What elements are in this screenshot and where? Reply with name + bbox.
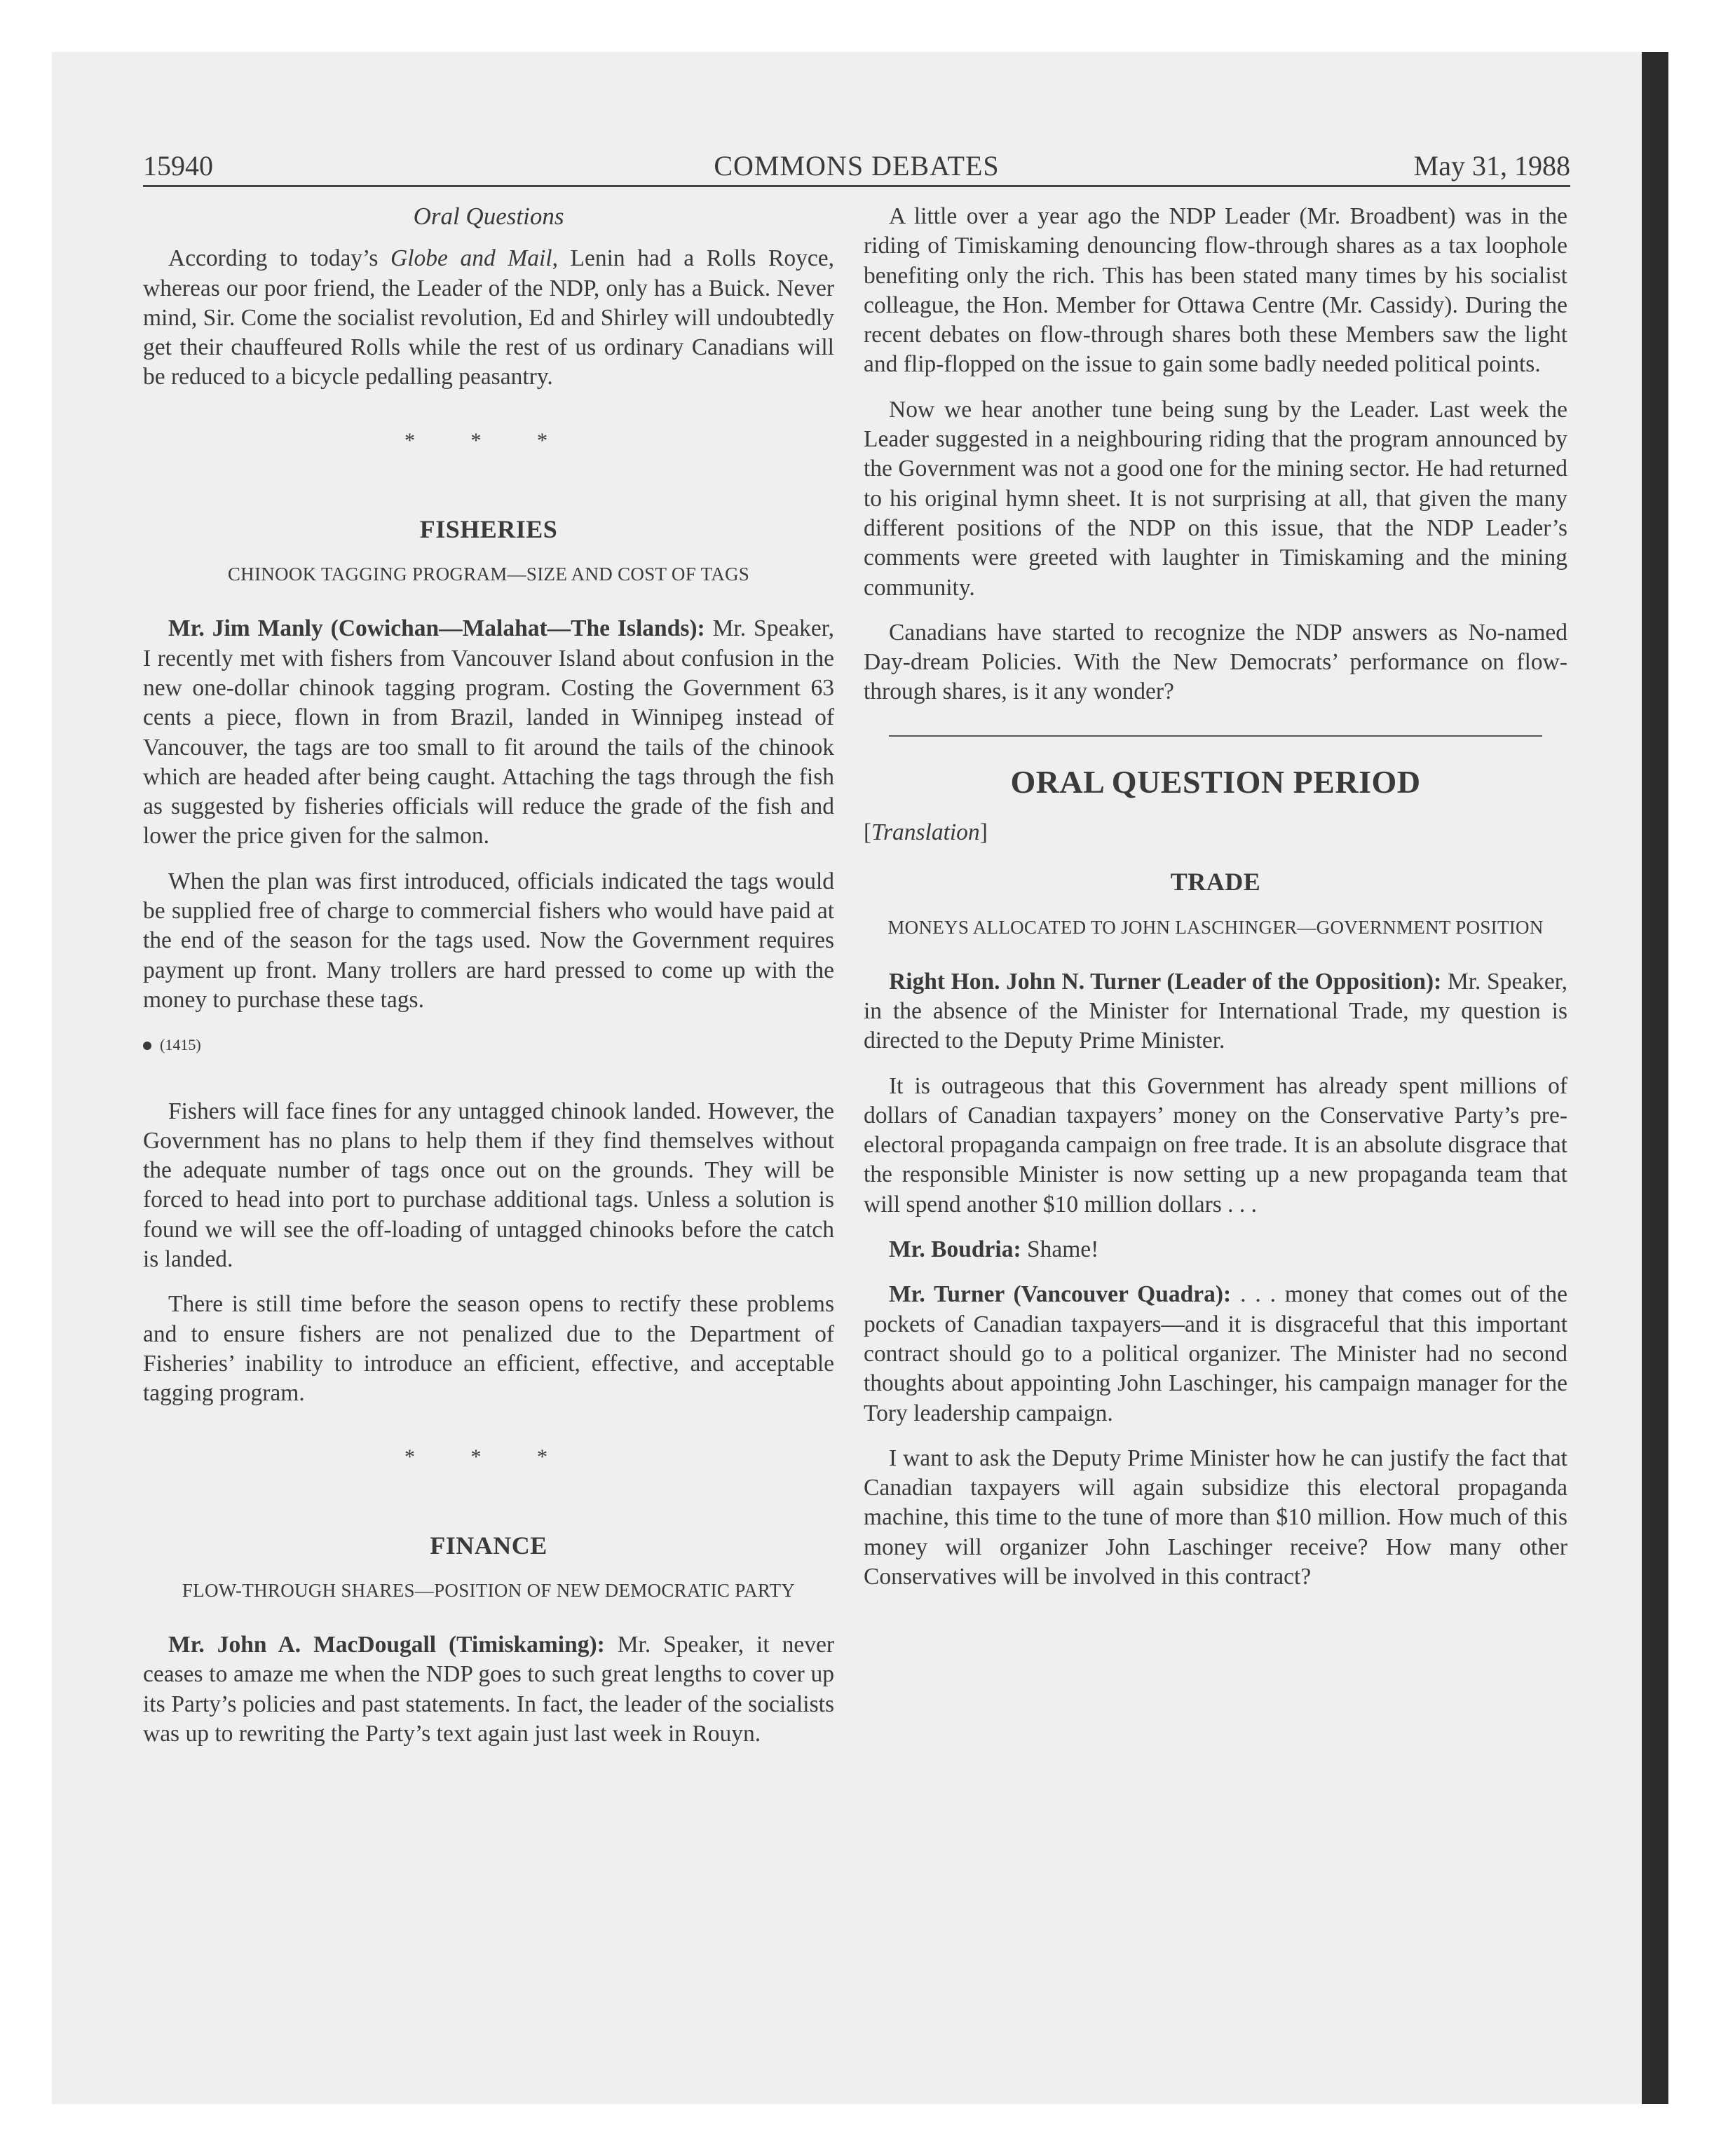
publication-title: COMMONS DEBATES xyxy=(714,150,1000,182)
speech-paragraph: It is outrageous that this Government has already spent millions of dollars of Canadian taxpayers’ money on the Conservative Party’s pre-electoral propaganda campaign on free trade. It is an absolute disgrace that the responsible Minister is now setting up a new propaganda team that will spend another $10 million dollars . . . xyxy=(864,1072,1567,1217)
speech-paragraph: There is still time before the season opens to rectify these problems and to ensure fishers are not penalized due to the Department of Fisheries’ inability to introduce an efficient, effective, and acceptable tagging program. xyxy=(143,1291,834,1407)
speech-paragraph: I want to ask the Deputy Prime Minister how he can justify the fact that Canadian taxpayers will again subsidize this electoral propaganda machine, this time to the tune of more than $10 million. How much of this money will organizer John Laschinger receive? How many other Conservatives will be involved in this contract? xyxy=(864,1445,1567,1590)
section-separator: * * * xyxy=(404,428,573,452)
speech-paragraph: Canadians have started to recognize the NDP answers as No-named Day-dream Policies. With the New Democrats’ performance on flow-through shares, is it any wonder? xyxy=(864,619,1567,705)
speech-paragraph: Fishers will face fines for any untagged chinook landed. However, the Government has no plans to help them if they find themselves without the adequate number of tags once out on the grounds. They will be forced to head into port to purchase additional tags. Unless a solution is found we will see the off-loading of untagged chinooks before the catch is landed. xyxy=(143,1098,834,1273)
speech-paragraph: Mr. Boudria: Shame! xyxy=(889,1236,1099,1263)
speech-paragraph: A little over a year ago the NDP Leader (Mr. Broadbent) was in the riding of Timiskaming denouncing flow-through shares as a tax loophole benefiting only the rich. This has been stated many times by his socialist colleague, the Hon. Member for Ottawa Centre (Mr. Cassidy). During the recent debates on flow-through shares both these Members saw the light and flip-flopped on the issue to gain some badly needed political points. xyxy=(864,203,1567,378)
speaker-name: Mr. Jim Manly (Cowichan—Malahat—The Islands): xyxy=(168,615,705,642)
scan-binding-edge xyxy=(1642,52,1668,2104)
speech-paragraph: Mr. Jim Manly (Cowichan—Malahat—The Islands): Mr. Speaker, I recently met with fishers from Vancouver Island about confusion in the new one-dollar chinook tagging program. Costing the Government 63 cents a piece, flown in from Brazil, landed in Winnipeg instead of Vancouver, the tags are too small to fit around the tails of the chinook which are headed after being caught. Attaching the tags through the fish as suggested by fisheries officials will reduce the grade of the fish and lower the price given for the salmon. xyxy=(143,615,834,850)
newspaper-title: Globe and Mail xyxy=(390,245,552,272)
page-number: 15940 xyxy=(143,150,213,182)
section-heading-finance: FINANCE xyxy=(430,1531,547,1560)
right-column xyxy=(864,202,1567,1607)
speech-paragraph: Right Hon. John N. Turner (Leader of the Opposition): Mr. Speaker, in the absence of the Minister for International Trade, my question is directed to the Deputy Prime Minister. xyxy=(864,968,1567,1054)
running-head: Oral Questions xyxy=(413,203,564,230)
publication-date: May 31, 1988 xyxy=(1413,150,1570,182)
section-divider xyxy=(889,735,1542,737)
bullet-icon xyxy=(143,1042,151,1050)
speech-paragraph: When the plan was first introduced, officials indicated the tags would be supplied free of charge to commercial fishers who would have paid at the end of the season for the tags used. Now the Government requires payment up front. Many trollers are hard pressed to come up with the money to purchase these tags. xyxy=(143,868,834,1013)
section-heading-fisheries: FISHERIES xyxy=(419,515,558,544)
translation-note: [Translation] xyxy=(864,819,988,846)
subheading-chinook-tagging: CHINOOK TAGGING PROGRAM—SIZE AND COST OF TAGS xyxy=(227,564,750,585)
section-separator: * * * xyxy=(404,1445,573,1468)
speech-paragraph: Now we hear another tune being sung by the Leader. Last week the Leader suggested in a neighbouring riding that the program announced by the Government was not a good one for the mining sector. He had returned to his original hymn sheet. It is not surprising at all, that given the many different positions of the NDP on this issue, that the NDP Leader’s comments were greeted with laughter in Timiskaming and the mining community. xyxy=(864,396,1567,601)
section-heading-trade: TRADE xyxy=(1170,868,1261,896)
left-column xyxy=(143,202,834,1764)
section-heading-oral-question-period: ORAL QUESTION PERIOD xyxy=(1010,763,1421,800)
subheading-flow-through-shares: FLOW-THROUGH SHARES—POSITION OF NEW DEMOCRATIC PARTY xyxy=(182,1580,796,1602)
speech-paragraph: Mr. John A. MacDougall (Timiskaming): Mr. Speaker, it never ceases to amaze me when the NDP goes to such great lengths to cover up its Party’s policies and past statements. In fact, the leader of the socialists was up to rewriting the Party’s text again just last week in Rouyn. xyxy=(143,1632,834,1747)
paragraph: According to today’s Globe and Mail, Lenin had a Rolls Royce, whereas our poor friend, the Leader of the NDP, only has a Buick. Never mind, Sir. Come the socialist revolution, Ed and Shirley will undoubtedly get their chauffeured Rolls while the rest of us ordinary Canadians will be reduced to a bicycle pedalling peasantry. xyxy=(143,245,834,390)
speech-paragraph: Mr. Turner (Vancouver Quadra): . . . money that comes out of the pockets of Canadian taxpayers—and it is disgraceful that this important contract should go to a political organizer. The Minister had no second thoughts about appointing John Laschinger, his campaign manager for the Tory leadership campaign. xyxy=(864,1281,1567,1426)
subheading-laschinger: MONEYS ALLOCATED TO JOHN LASCHINGER—GOVERNMENT POSITION xyxy=(887,916,1544,938)
speaker-name: Mr. Boudria: xyxy=(889,1236,1021,1263)
speaker-name: Right Hon. John N. Turner (Leader of the Opposition): xyxy=(889,968,1442,995)
page-header xyxy=(143,149,1570,187)
speaker-name: Mr. Turner (Vancouver Quadra): xyxy=(889,1281,1232,1308)
speaker-name: Mr. John A. MacDougall (Timiskaming): xyxy=(168,1632,605,1658)
time-marker: (1415) xyxy=(143,1030,834,1060)
